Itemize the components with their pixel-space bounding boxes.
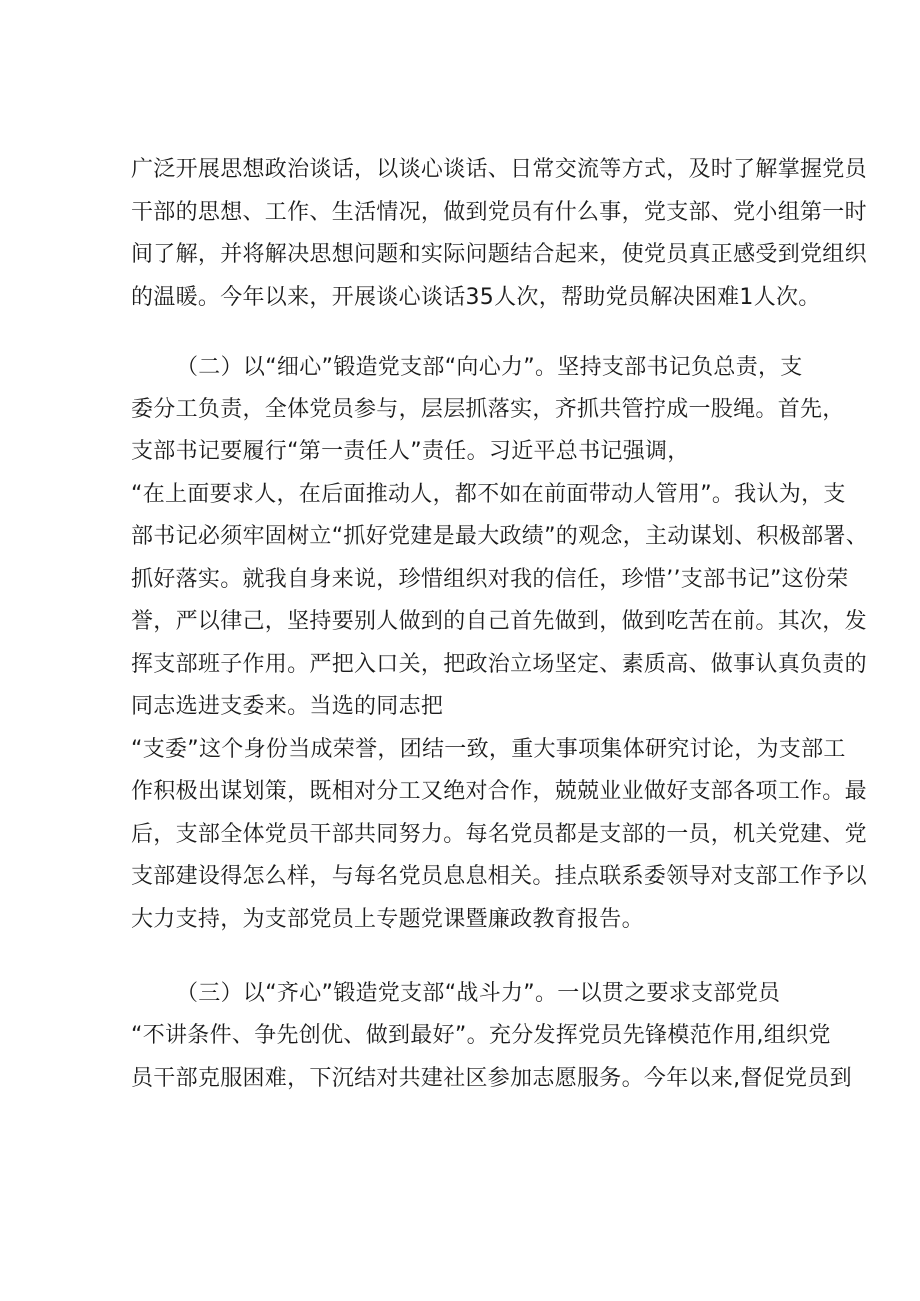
text-line: “支委”这个身份当成荣誉，团结一致，重大事项集体研究讨论，为支部工 xyxy=(131,737,846,762)
text-line: 支部建设得怎么样，与每名党员息息相关。挂点联系委领导对支部工作予以 xyxy=(131,864,867,889)
text-line: 部书记必须牢固树立“抓好党建是最大政绩”的观念，主动谋划、积极部署、 xyxy=(131,524,868,549)
text-line: 抓好落实。就我自身来说，珍惜组织对我的信任，珍惜’’支部书记”这份荣 xyxy=(131,567,849,592)
text-line: 的温暖。今年以来，开展谈心谈话35人次，帮助党员解决困难1人次。 xyxy=(131,285,821,310)
text-line: 支部书记要履行“第一责任人”责任。习近平总书记强调， xyxy=(131,439,690,464)
text-line: 员干部克服困难，下沉结对共建社区参加志愿服务。今年以来,督促党员到 xyxy=(131,1066,852,1091)
text-line: （三）以“齐心”锻造党支部“战斗力”。一以贯之要求支部党员 xyxy=(176,981,781,1006)
text-line: 同志选进支委来。当选的同志把 xyxy=(131,694,444,719)
text-line: 后，支部全体党员干部共同努力。每名党员都是支部的一员，机关党建、党 xyxy=(131,822,867,847)
text-line: “不讲条件、争先创优、做到最好”。充分发挥党员先锋模范作用,组织党 xyxy=(131,1023,831,1048)
text-line: 作积极出谋划策，既相对分工又绝对合作，兢兢业业做好支部各项工作。最 xyxy=(131,779,867,804)
text-line: 誉，严以律己，坚持要别人做到的自己首先做到，做到吃苦在前。其次，发 xyxy=(131,609,867,634)
text-line: “在上面要求人，在后面推动人，都不如在前面带动人管用”。我认为，支 xyxy=(131,482,846,507)
text-line: 挥支部班子作用。严把入口关，把政治立场坚定、素质高、做事认真负责的 xyxy=(131,652,867,677)
text-line: 委分工负责，全体党员参与，层层抓落实，齐抓共管拧成一股绳。首先， xyxy=(131,397,845,422)
text-line: 广泛开展思想政治谈话，以谈心谈话、日常交流等方式，及时了解掌握党员 xyxy=(131,157,867,182)
text-line: 间了解，并将解决思想问题和实际问题结合起来，使党员真正感受到党组织 xyxy=(131,242,867,267)
text-line: 干部的思想、工作、生活情况，做到党员有什么事，党支部、党小组第一时 xyxy=(131,200,867,225)
text-line: 大力支持，为支部党员上专题党课暨廉政教育报告。 xyxy=(131,907,644,932)
text-line: （二）以“细心”锻造党支部“向心力”。坚持支部书记负总责，支 xyxy=(176,355,803,380)
